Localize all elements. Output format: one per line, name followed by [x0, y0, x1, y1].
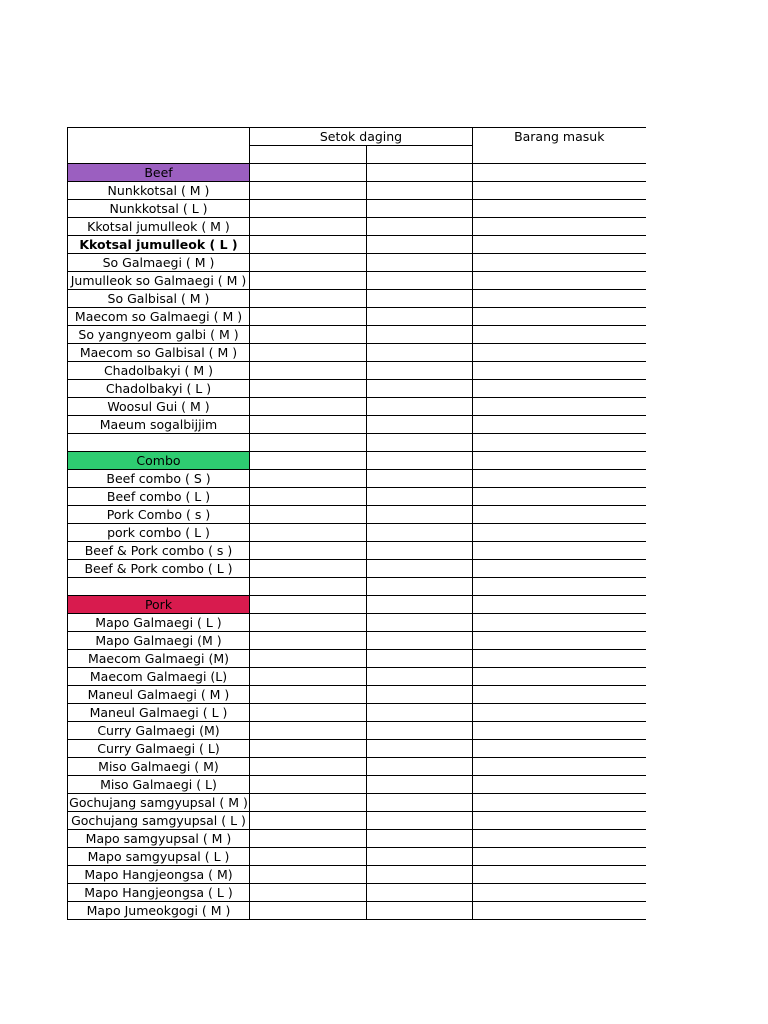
table-row [68, 902, 646, 920]
empty-cell[interactable] [473, 272, 646, 290]
empty-cell[interactable] [367, 704, 473, 722]
header-corner-cell[interactable] [68, 128, 250, 164]
empty-cell[interactable] [367, 218, 473, 236]
empty-cell[interactable] [367, 434, 473, 452]
empty-cell[interactable] [473, 380, 646, 398]
empty-cell[interactable] [473, 830, 646, 848]
item-name-cell[interactable]: Beef & Pork combo ( s ) [68, 542, 250, 560]
empty-cell[interactable] [367, 776, 473, 794]
item-name-cell[interactable]: Maecom so Galmaegi ( M ) [68, 308, 250, 326]
empty-cell[interactable] [250, 416, 367, 434]
category-row-pork [68, 596, 646, 614]
item-name-cell[interactable]: Nunkkotsal ( M ) [68, 182, 250, 200]
item-name-cell[interactable]: Maecom Galmaegi (L) [68, 668, 250, 686]
empty-cell[interactable] [473, 290, 646, 308]
table-row [68, 776, 646, 794]
empty-cell[interactable] [367, 470, 473, 488]
item-name-cell[interactable]: Chadolbakyi ( L ) [68, 380, 250, 398]
item-name-cell[interactable]: Maecom so Galbisal ( M ) [68, 344, 250, 362]
category-row-combo [68, 452, 646, 470]
item-name-cell[interactable]: So yangnyeom galbi ( M ) [68, 326, 250, 344]
empty-cell[interactable] [367, 326, 473, 344]
empty-cell[interactable] [473, 416, 646, 434]
empty-cell[interactable] [367, 452, 473, 470]
empty-cell[interactable] [473, 254, 646, 272]
empty-cell[interactable] [473, 218, 646, 236]
table-row [68, 200, 646, 218]
category-combo-label[interactable]: Combo [68, 452, 250, 470]
empty-cell[interactable] [250, 884, 367, 902]
empty-cell[interactable] [367, 884, 473, 902]
item-name-cell[interactable]: Woosul Gui ( M ) [68, 398, 250, 416]
empty-cell[interactable] [367, 740, 473, 758]
empty-cell[interactable] [473, 542, 646, 560]
empty-cell[interactable] [250, 236, 367, 254]
table-row [68, 884, 646, 902]
item-name-cell[interactable]: pork combo ( L ) [68, 524, 250, 542]
empty-cell[interactable] [473, 236, 646, 254]
empty-cell[interactable] [367, 164, 473, 182]
empty-cell[interactable] [367, 848, 473, 866]
table-row [68, 488, 646, 506]
item-name-cell[interactable]: Miso Galmaegi ( M) [68, 758, 250, 776]
empty-cell[interactable] [250, 524, 367, 542]
item-name-cell[interactable]: Mapo Galmaegi (M ) [68, 632, 250, 650]
empty-cell[interactable] [473, 560, 646, 578]
empty-cell[interactable] [473, 308, 646, 326]
blank-row [68, 434, 646, 452]
item-name-cell[interactable]: Beef combo ( S ) [68, 470, 250, 488]
table-row [68, 254, 646, 272]
empty-cell[interactable] [473, 182, 646, 200]
empty-cell[interactable] [473, 740, 646, 758]
empty-cell[interactable] [367, 596, 473, 614]
empty-cell[interactable] [250, 200, 367, 218]
item-name-cell[interactable]: Mapo samgyupsal ( M ) [68, 830, 250, 848]
empty-cell[interactable] [68, 434, 250, 452]
table-row [68, 704, 646, 722]
empty-cell[interactable] [473, 614, 646, 632]
table-row [68, 290, 646, 308]
header-sub-cell[interactable] [367, 146, 473, 164]
empty-cell[interactable] [367, 794, 473, 812]
empty-cell[interactable] [367, 668, 473, 686]
item-name-cell[interactable]: Kkotsal jumulleok ( L ) [68, 236, 250, 254]
item-name-cell[interactable]: Jumulleok so Galmaegi ( M ) [68, 272, 250, 290]
empty-cell[interactable] [250, 362, 367, 380]
item-name-cell[interactable]: Mapo samgyupsal ( L ) [68, 848, 250, 866]
empty-cell[interactable] [473, 164, 646, 182]
empty-cell[interactable] [473, 722, 646, 740]
empty-cell[interactable] [367, 686, 473, 704]
empty-cell[interactable] [367, 290, 473, 308]
table-row [68, 848, 646, 866]
item-name-cell[interactable]: Mapo Hangjeongsa ( M) [68, 866, 250, 884]
stock-sheet-body [68, 128, 646, 920]
item-name-cell[interactable]: Maeum sogalbijjim [68, 416, 250, 434]
item-name-cell[interactable]: Mapo Hangjeongsa ( L ) [68, 884, 250, 902]
empty-cell[interactable] [250, 218, 367, 236]
empty-cell[interactable] [250, 668, 367, 686]
item-name-cell[interactable]: Chadolbakyi ( M ) [68, 362, 250, 380]
empty-cell[interactable] [250, 488, 367, 506]
empty-cell[interactable] [250, 254, 367, 272]
empty-cell[interactable] [250, 758, 367, 776]
empty-cell[interactable] [367, 200, 473, 218]
item-name-cell[interactable]: Maneul Galmaegi ( L ) [68, 704, 250, 722]
table-row [68, 794, 646, 812]
table-row [68, 416, 646, 434]
item-name-cell[interactable]: Pork Combo ( s ) [68, 506, 250, 524]
item-name-cell[interactable]: Beef combo ( L ) [68, 488, 250, 506]
empty-cell[interactable] [473, 902, 646, 920]
empty-cell[interactable] [250, 398, 367, 416]
item-name-cell[interactable]: Maneul Galmaegi ( M ) [68, 686, 250, 704]
empty-cell[interactable] [473, 650, 646, 668]
empty-cell[interactable] [250, 902, 367, 920]
table-row [68, 182, 646, 200]
stock-sheet [67, 127, 646, 920]
empty-cell[interactable] [367, 650, 473, 668]
empty-cell[interactable] [250, 686, 367, 704]
empty-cell[interactable] [367, 308, 473, 326]
empty-cell[interactable] [473, 704, 646, 722]
empty-cell[interactable] [367, 398, 473, 416]
item-name-cell[interactable]: Mapo Galmaegi ( L ) [68, 614, 250, 632]
empty-cell[interactable] [473, 398, 646, 416]
empty-cell[interactable] [473, 668, 646, 686]
empty-cell[interactable] [250, 794, 367, 812]
empty-cell[interactable] [250, 776, 367, 794]
empty-cell[interactable] [367, 524, 473, 542]
category-beef-label[interactable]: Beef [68, 164, 250, 182]
empty-cell[interactable] [250, 380, 367, 398]
empty-cell[interactable] [250, 704, 367, 722]
empty-cell[interactable] [250, 812, 367, 830]
empty-cell[interactable] [250, 722, 367, 740]
empty-cell[interactable] [367, 542, 473, 560]
table-row [68, 614, 646, 632]
item-name-cell[interactable]: So Galbisal ( M ) [68, 290, 250, 308]
item-name-cell[interactable]: Miso Galmaegi ( L) [68, 776, 250, 794]
empty-cell[interactable] [367, 362, 473, 380]
empty-cell[interactable] [473, 776, 646, 794]
empty-cell[interactable] [367, 182, 473, 200]
table-row [68, 524, 646, 542]
table-row [68, 470, 646, 488]
empty-cell[interactable] [250, 830, 367, 848]
table-row [68, 218, 646, 236]
table-row [68, 686, 646, 704]
item-name-cell[interactable]: Gochujang samgyupsal ( M ) [69, 795, 248, 810]
table-row [68, 542, 646, 560]
empty-cell[interactable] [250, 470, 367, 488]
table-row [68, 380, 646, 398]
header-setok-daging[interactable]: Setok daging [250, 128, 473, 146]
empty-cell[interactable] [250, 326, 367, 344]
table-row [68, 308, 646, 326]
empty-cell[interactable] [250, 596, 367, 614]
table-row [68, 560, 646, 578]
empty-cell[interactable] [473, 362, 646, 380]
empty-cell[interactable] [367, 236, 473, 254]
empty-cell[interactable] [250, 632, 367, 650]
empty-cell[interactable] [367, 632, 473, 650]
header-sub-cell[interactable] [250, 146, 367, 164]
empty-cell[interactable] [250, 614, 367, 632]
table-row [68, 866, 646, 884]
empty-cell[interactable] [473, 884, 646, 902]
empty-cell[interactable] [367, 506, 473, 524]
empty-cell[interactable] [250, 848, 367, 866]
empty-cell[interactable] [473, 632, 646, 650]
item-name-cell[interactable]: Curry Galmaegi ( L) [68, 740, 250, 758]
table-row [68, 722, 646, 740]
empty-cell[interactable] [367, 830, 473, 848]
empty-cell[interactable] [250, 740, 367, 758]
item-name-cell[interactable]: Mapo Jumeokgogi ( M ) [68, 902, 250, 920]
empty-cell[interactable] [250, 650, 367, 668]
empty-cell[interactable] [473, 452, 646, 470]
empty-cell[interactable] [250, 560, 367, 578]
empty-cell[interactable] [250, 506, 367, 524]
empty-cell[interactable] [250, 578, 367, 596]
item-name-cell[interactable]: Maecom Galmaegi (M) [68, 650, 250, 668]
empty-cell[interactable] [473, 812, 646, 830]
empty-cell[interactable] [367, 902, 473, 920]
empty-cell[interactable] [367, 722, 473, 740]
header-barang-masuk[interactable]: Barang masuk [473, 128, 646, 164]
item-name-cell[interactable]: So Galmaegi ( M ) [68, 254, 250, 272]
empty-cell[interactable] [250, 290, 367, 308]
empty-cell[interactable] [367, 614, 473, 632]
empty-cell[interactable] [367, 488, 473, 506]
table-row [68, 362, 646, 380]
empty-cell[interactable] [473, 344, 646, 362]
empty-cell[interactable] [250, 452, 367, 470]
item-name-cell[interactable]: Curry Galmaegi (M) [68, 722, 250, 740]
item-name-cell[interactable]: Beef & Pork combo ( L ) [68, 560, 250, 578]
table-row [68, 740, 646, 758]
table-row [68, 272, 646, 290]
empty-cell[interactable] [250, 272, 367, 290]
table-row [68, 398, 646, 416]
empty-cell[interactable] [367, 344, 473, 362]
table-row [68, 344, 646, 362]
empty-cell[interactable] [473, 488, 646, 506]
header-row [68, 128, 646, 146]
empty-cell[interactable] [473, 326, 646, 344]
empty-cell[interactable] [473, 866, 646, 884]
table-row [68, 506, 646, 524]
item-name-cell[interactable]: Gochujang samgyupsal ( L ) [68, 812, 250, 830]
empty-cell[interactable] [250, 542, 367, 560]
empty-cell[interactable] [250, 164, 367, 182]
empty-cell[interactable] [367, 272, 473, 290]
empty-cell[interactable] [367, 380, 473, 398]
empty-cell[interactable] [473, 434, 646, 452]
category-pork-label[interactable]: Pork [68, 596, 250, 614]
empty-cell[interactable] [68, 578, 250, 596]
empty-cell[interactable] [367, 254, 473, 272]
empty-cell[interactable] [367, 812, 473, 830]
empty-cell[interactable] [473, 794, 646, 812]
blank-row [68, 578, 646, 596]
table-row [68, 632, 646, 650]
empty-cell[interactable] [473, 524, 646, 542]
empty-cell[interactable] [250, 344, 367, 362]
empty-cell[interactable] [473, 758, 646, 776]
empty-cell[interactable] [473, 596, 646, 614]
table-row [68, 812, 646, 830]
empty-cell[interactable] [473, 578, 646, 596]
table-row [68, 668, 646, 686]
item-name-cell[interactable]: Nunkkotsal ( L ) [68, 200, 250, 218]
empty-cell[interactable] [250, 308, 367, 326]
table-row [68, 830, 646, 848]
empty-cell[interactable] [473, 200, 646, 218]
empty-cell[interactable] [473, 506, 646, 524]
empty-cell[interactable] [367, 866, 473, 884]
empty-cell[interactable] [250, 866, 367, 884]
category-row-beef [68, 164, 646, 182]
empty-cell[interactable] [473, 686, 646, 704]
empty-cell[interactable] [367, 578, 473, 596]
empty-cell[interactable] [367, 758, 473, 776]
table-row [68, 758, 646, 776]
empty-cell[interactable] [367, 560, 473, 578]
item-name-cell[interactable]: Kkotsal jumulleok ( M ) [68, 218, 250, 236]
empty-cell[interactable] [473, 848, 646, 866]
empty-cell[interactable] [250, 434, 367, 452]
table-row [68, 236, 646, 254]
table-row [68, 326, 646, 344]
empty-cell[interactable] [473, 470, 646, 488]
empty-cell[interactable] [367, 416, 473, 434]
empty-cell[interactable] [250, 182, 367, 200]
table-row [68, 650, 646, 668]
